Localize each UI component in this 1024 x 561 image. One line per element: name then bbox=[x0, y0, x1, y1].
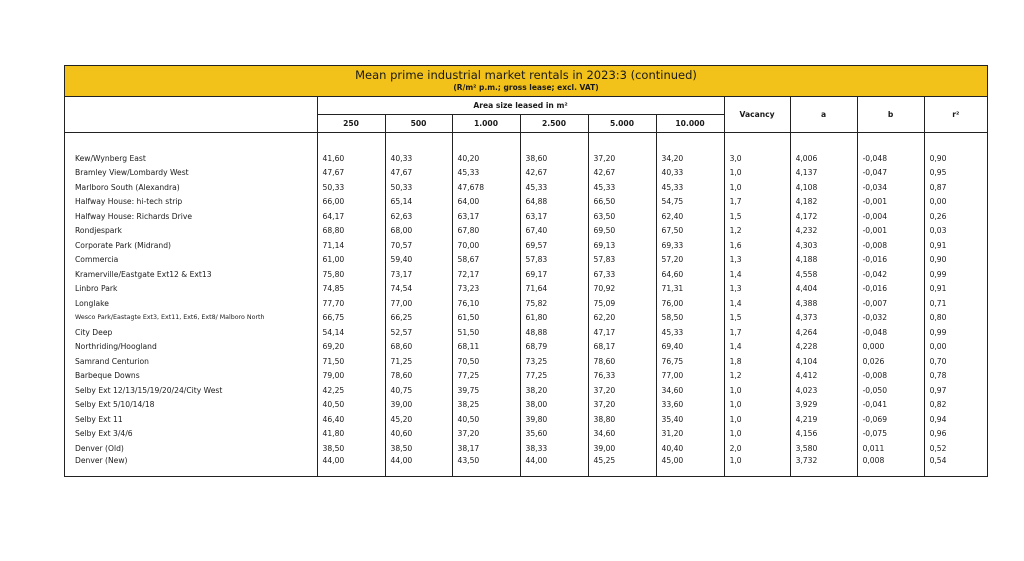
table-cell: -0,001 bbox=[857, 224, 924, 239]
table-row bbox=[65, 296, 987, 311]
table-cell: 58,67 bbox=[452, 253, 520, 268]
table-cell: 0,026 bbox=[857, 354, 924, 369]
table-cell: 74,54 bbox=[385, 282, 452, 297]
table-cell: 31,20 bbox=[656, 427, 724, 442]
table-cell: 77,70 bbox=[317, 296, 385, 311]
table-row bbox=[65, 238, 987, 253]
table-cell: 39,00 bbox=[385, 398, 452, 413]
row-label: Corporate Park (Midrand) bbox=[75, 240, 172, 250]
table-cell: 4,412 bbox=[790, 369, 857, 384]
table-cell: 40,50 bbox=[317, 398, 385, 413]
table-row bbox=[65, 441, 987, 456]
table-row bbox=[65, 398, 987, 413]
table-cell: 37,20 bbox=[588, 151, 656, 166]
table-cell: -0,004 bbox=[857, 209, 924, 224]
table-cell: 0,87 bbox=[924, 180, 987, 195]
table-row bbox=[65, 282, 987, 297]
table-row bbox=[65, 311, 987, 326]
table-cell: 4,188 bbox=[790, 253, 857, 268]
table-cell: 38,50 bbox=[385, 441, 452, 456]
table-cell: 63,50 bbox=[588, 209, 656, 224]
table-cell: 0,91 bbox=[924, 238, 987, 253]
table-cell: 0,26 bbox=[924, 209, 987, 224]
table-row bbox=[65, 151, 987, 166]
table-title: Mean prime industrial market rentals in 2023:3 (continued) bbox=[355, 68, 697, 82]
table-cell: 41,60 bbox=[317, 151, 385, 166]
table-cell: 66,00 bbox=[317, 195, 385, 210]
table-cell: 73,23 bbox=[452, 282, 520, 297]
table-cell: 37,20 bbox=[452, 427, 520, 442]
table-cell: 1,4 bbox=[724, 267, 790, 282]
table-cell: 40,60 bbox=[385, 427, 452, 442]
table-cell: 47,17 bbox=[588, 325, 656, 340]
table-cell: 69,57 bbox=[520, 238, 588, 253]
table-cell: 3,580 bbox=[790, 441, 857, 456]
col-header-vacancy: Vacancy bbox=[724, 97, 790, 133]
table-cell: 47,67 bbox=[385, 166, 452, 181]
table-cell: 51,50 bbox=[452, 325, 520, 340]
table-cell: 1,2 bbox=[724, 369, 790, 384]
table-cell: 76,10 bbox=[452, 296, 520, 311]
table-cell: 48,88 bbox=[520, 325, 588, 340]
row-label: Selby Ext 11 bbox=[75, 414, 123, 424]
table-cell: 0,99 bbox=[924, 325, 987, 340]
table-cell: 52,57 bbox=[385, 325, 452, 340]
col-header-5000: 5.000 bbox=[588, 115, 656, 133]
table-cell: 0,00 bbox=[924, 195, 987, 210]
table-row bbox=[65, 195, 987, 210]
table-row bbox=[65, 253, 987, 268]
table-cell: 37,20 bbox=[588, 398, 656, 413]
table-cell: 68,60 bbox=[385, 340, 452, 355]
table-row bbox=[65, 412, 987, 427]
table-cell: 40,33 bbox=[385, 151, 452, 166]
row-label: City Deep bbox=[75, 327, 113, 337]
table-cell: 0,91 bbox=[924, 282, 987, 297]
row-label: Selby Ext 5/10/14/18 bbox=[75, 400, 155, 410]
table-cell: 78,60 bbox=[385, 369, 452, 384]
table-cell: 71,50 bbox=[317, 354, 385, 369]
table-cell: -0,007 bbox=[857, 296, 924, 311]
table-cell: 4,303 bbox=[790, 238, 857, 253]
table-cell: 75,80 bbox=[317, 267, 385, 282]
table-cell: 64,88 bbox=[520, 195, 588, 210]
table-cell: 69,13 bbox=[588, 238, 656, 253]
table-cell: 57,20 bbox=[656, 253, 724, 268]
col-header-r2: r² bbox=[924, 97, 987, 133]
table-cell: 70,92 bbox=[588, 282, 656, 297]
table-cell: 39,75 bbox=[452, 383, 520, 398]
table-cell: 0,54 bbox=[924, 456, 987, 476]
row-label: Selby Ext 3/4/6 bbox=[75, 429, 133, 439]
row-label: Denver (New) bbox=[75, 455, 128, 465]
table-cell: 78,60 bbox=[588, 354, 656, 369]
table-row bbox=[65, 340, 987, 355]
table-cell: 75,82 bbox=[520, 296, 588, 311]
table-row bbox=[65, 369, 987, 384]
table-cell: 54,75 bbox=[656, 195, 724, 210]
table-cell: 38,00 bbox=[520, 398, 588, 413]
table-cell: 40,33 bbox=[656, 166, 724, 181]
table-cell: -0,047 bbox=[857, 166, 924, 181]
header-blank bbox=[65, 97, 317, 115]
table-cell: 61,00 bbox=[317, 253, 385, 268]
table-cell: 62,20 bbox=[588, 311, 656, 326]
table-cell: 50,33 bbox=[317, 180, 385, 195]
table-row bbox=[65, 224, 987, 239]
table-cell: 40,20 bbox=[452, 151, 520, 166]
table-cell: 68,00 bbox=[385, 224, 452, 239]
table-cell: 0,90 bbox=[924, 151, 987, 166]
table-cell: 1,7 bbox=[724, 195, 790, 210]
table-cell: 69,50 bbox=[588, 224, 656, 239]
table-cell: 4,228 bbox=[790, 340, 857, 355]
row-label: Wesco Park/Eastagte Ext3, Ext11, Ext6, Ext8/ Malboro North bbox=[75, 314, 265, 322]
table-cell: 65,14 bbox=[385, 195, 452, 210]
col-header-2500: 2.500 bbox=[520, 115, 588, 133]
title-bar bbox=[65, 66, 987, 97]
table-cell: -0,034 bbox=[857, 180, 924, 195]
table-cell: 4,172 bbox=[790, 209, 857, 224]
table-row bbox=[65, 354, 987, 369]
table-cell: 4,219 bbox=[790, 412, 857, 427]
table-cell: 1,0 bbox=[724, 412, 790, 427]
table-row bbox=[65, 325, 987, 340]
row-label: Marlboro South (Alexandra) bbox=[75, 182, 180, 192]
table-cell: 0,70 bbox=[924, 354, 987, 369]
table-cell: 66,25 bbox=[385, 311, 452, 326]
rental-table bbox=[65, 97, 987, 476]
table-cell: 72,17 bbox=[452, 267, 520, 282]
table-cell: 68,79 bbox=[520, 340, 588, 355]
table-cell: 35,40 bbox=[656, 412, 724, 427]
table-cell: 63,17 bbox=[520, 209, 588, 224]
table-cell: 38,50 bbox=[317, 441, 385, 456]
table-cell: 0,96 bbox=[924, 427, 987, 442]
table-cell: 67,33 bbox=[588, 267, 656, 282]
table-cell: 4,108 bbox=[790, 180, 857, 195]
table-cell: 40,50 bbox=[452, 412, 520, 427]
table-cell: 3,0 bbox=[724, 151, 790, 166]
table-cell: -0,041 bbox=[857, 398, 924, 413]
table-cell: 33,60 bbox=[656, 398, 724, 413]
table-cell: 0,00 bbox=[924, 340, 987, 355]
row-label: Commercia bbox=[75, 255, 119, 265]
table-cell: 70,57 bbox=[385, 238, 452, 253]
table-cell: -0,048 bbox=[857, 325, 924, 340]
table-cell: -0,016 bbox=[857, 253, 924, 268]
row-label: Kew/Wynberg East bbox=[75, 153, 146, 163]
table-cell: 69,40 bbox=[656, 340, 724, 355]
table-cell: 62,63 bbox=[385, 209, 452, 224]
table-cell: 3,929 bbox=[790, 398, 857, 413]
table-cell: 4,264 bbox=[790, 325, 857, 340]
row-label: Longlake bbox=[75, 298, 109, 308]
table-cell: 45,33 bbox=[656, 180, 724, 195]
table-cell: 1,2 bbox=[724, 224, 790, 239]
table-cell: 70,00 bbox=[452, 238, 520, 253]
header-blank bbox=[65, 115, 317, 133]
table-cell: 46,40 bbox=[317, 412, 385, 427]
table-cell: 1,4 bbox=[724, 296, 790, 311]
table-cell: 77,25 bbox=[520, 369, 588, 384]
table-cell: 4,137 bbox=[790, 166, 857, 181]
table-cell: 45,33 bbox=[588, 180, 656, 195]
table-cell: 38,17 bbox=[452, 441, 520, 456]
table-cell: 73,17 bbox=[385, 267, 452, 282]
table-cell: 0,78 bbox=[924, 369, 987, 384]
table-cell: 38,33 bbox=[520, 441, 588, 456]
table-cell: 38,20 bbox=[520, 383, 588, 398]
table-cell: 1,0 bbox=[724, 456, 790, 476]
table-cell: 73,25 bbox=[520, 354, 588, 369]
table-cell: 71,14 bbox=[317, 238, 385, 253]
table-cell: 1,8 bbox=[724, 354, 790, 369]
table-row bbox=[65, 383, 987, 398]
table-cell: 41,80 bbox=[317, 427, 385, 442]
table-cell: 34,20 bbox=[656, 151, 724, 166]
table-cell: 64,60 bbox=[656, 267, 724, 282]
table-cell: 0,90 bbox=[924, 253, 987, 268]
table-cell: -0,050 bbox=[857, 383, 924, 398]
table-cell: 67,80 bbox=[452, 224, 520, 239]
table-cell: 1,3 bbox=[724, 282, 790, 297]
table-cell: 1,5 bbox=[724, 209, 790, 224]
table-cell: 77,00 bbox=[656, 369, 724, 384]
table-cell: 64,00 bbox=[452, 195, 520, 210]
table-cell: 69,17 bbox=[520, 267, 588, 282]
table-cell: 4,388 bbox=[790, 296, 857, 311]
table-cell: 0,52 bbox=[924, 441, 987, 456]
table-cell: 0,03 bbox=[924, 224, 987, 239]
table-cell: -0,069 bbox=[857, 412, 924, 427]
table-cell: -0,042 bbox=[857, 267, 924, 282]
row-label: Halfway House: Richards Drive bbox=[75, 211, 193, 221]
row-label: Selby Ext 12/13/15/19/20/24/City West bbox=[75, 385, 223, 395]
table-cell: 45,20 bbox=[385, 412, 452, 427]
table-cell: 67,40 bbox=[520, 224, 588, 239]
table-row bbox=[65, 166, 987, 181]
table-cell: 57,83 bbox=[588, 253, 656, 268]
table-cell: 67,50 bbox=[656, 224, 724, 239]
table-cell: 0,94 bbox=[924, 412, 987, 427]
table-row bbox=[65, 267, 987, 282]
table-cell: 40,40 bbox=[656, 441, 724, 456]
table-cell: 2,0 bbox=[724, 441, 790, 456]
table-cell: 62,40 bbox=[656, 209, 724, 224]
table-cell: 1,3 bbox=[724, 253, 790, 268]
table-cell: 45,25 bbox=[588, 456, 656, 476]
table-cell: -0,001 bbox=[857, 195, 924, 210]
row-label: Kramerville/Eastgate Ext12 & Ext13 bbox=[75, 269, 212, 279]
col-header-500: 500 bbox=[385, 115, 452, 133]
rental-table-container bbox=[64, 65, 988, 477]
table-cell: 44,00 bbox=[385, 456, 452, 476]
table-row bbox=[65, 180, 987, 195]
table-cell: 4,156 bbox=[790, 427, 857, 442]
table-cell: 45,00 bbox=[656, 456, 724, 476]
table-cell: 1,6 bbox=[724, 238, 790, 253]
table-cell: 1,0 bbox=[724, 180, 790, 195]
table-cell: -0,075 bbox=[857, 427, 924, 442]
table-cell: 71,31 bbox=[656, 282, 724, 297]
row-label: Northriding/Hoogland bbox=[75, 342, 157, 352]
table-row bbox=[65, 427, 987, 442]
table-cell: 45,33 bbox=[656, 325, 724, 340]
table-cell: 38,25 bbox=[452, 398, 520, 413]
table-cell: 1,0 bbox=[724, 398, 790, 413]
table-cell: 45,33 bbox=[520, 180, 588, 195]
table-cell: 34,60 bbox=[588, 427, 656, 442]
table-cell: 1,5 bbox=[724, 311, 790, 326]
table-cell: 35,60 bbox=[520, 427, 588, 442]
table-cell: 4,023 bbox=[790, 383, 857, 398]
table-cell: 57,83 bbox=[520, 253, 588, 268]
table-cell: 1,4 bbox=[724, 340, 790, 355]
table-cell: 74,85 bbox=[317, 282, 385, 297]
table-cell: 0,99 bbox=[924, 267, 987, 282]
table-subtitle: (R/m² p.m.; gross lease; excl. VAT) bbox=[453, 83, 599, 92]
table-row bbox=[65, 209, 987, 224]
table-cell: 69,20 bbox=[317, 340, 385, 355]
table-cell: 42,67 bbox=[520, 166, 588, 181]
table-cell: 76,33 bbox=[588, 369, 656, 384]
table-cell: 42,25 bbox=[317, 383, 385, 398]
table-cell: 43,50 bbox=[452, 456, 520, 476]
table-cell: 4,232 bbox=[790, 224, 857, 239]
table-cell: -0,048 bbox=[857, 151, 924, 166]
table-cell: 1,0 bbox=[724, 166, 790, 181]
table-cell: 71,25 bbox=[385, 354, 452, 369]
table-cell: -0,016 bbox=[857, 282, 924, 297]
table-cell: 70,50 bbox=[452, 354, 520, 369]
table-cell: 45,33 bbox=[452, 166, 520, 181]
table-cell: 0,008 bbox=[857, 456, 924, 476]
table-cell: 44,00 bbox=[520, 456, 588, 476]
table-cell: 58,50 bbox=[656, 311, 724, 326]
table-cell: 0,71 bbox=[924, 296, 987, 311]
table-cell: 38,60 bbox=[520, 151, 588, 166]
table-cell: 38,80 bbox=[588, 412, 656, 427]
table-cell: 77,00 bbox=[385, 296, 452, 311]
table-cell: 71,64 bbox=[520, 282, 588, 297]
table-cell: 0,82 bbox=[924, 398, 987, 413]
table-cell: 39,00 bbox=[588, 441, 656, 456]
table-cell: 68,11 bbox=[452, 340, 520, 355]
table-cell: 61,50 bbox=[452, 311, 520, 326]
table-cell: 0,011 bbox=[857, 441, 924, 456]
table-cell: 1,7 bbox=[724, 325, 790, 340]
row-label: Linbro Park bbox=[75, 284, 118, 294]
row-label: Barbeque Downs bbox=[75, 371, 140, 381]
table-cell: 63,17 bbox=[452, 209, 520, 224]
table-cell: 66,75 bbox=[317, 311, 385, 326]
table-cell: 3,732 bbox=[790, 456, 857, 476]
table-cell: 37,20 bbox=[588, 383, 656, 398]
table-cell: 39,80 bbox=[520, 412, 588, 427]
table-cell: -0,032 bbox=[857, 311, 924, 326]
table-cell: 61,80 bbox=[520, 311, 588, 326]
table-cell: 4,404 bbox=[790, 282, 857, 297]
col-header-b: b bbox=[857, 97, 924, 133]
col-header-1000: 1.000 bbox=[452, 115, 520, 133]
table-cell: 75,09 bbox=[588, 296, 656, 311]
table-cell: 4,558 bbox=[790, 267, 857, 282]
table-cell: 42,67 bbox=[588, 166, 656, 181]
table-cell: 47,678 bbox=[452, 180, 520, 195]
col-header-250: 250 bbox=[317, 115, 385, 133]
row-label: Samrand Centurion bbox=[75, 356, 149, 366]
table-cell: 34,60 bbox=[656, 383, 724, 398]
table-cell: 0,80 bbox=[924, 311, 987, 326]
table-cell: 0,97 bbox=[924, 383, 987, 398]
row-label: Denver (Old) bbox=[75, 443, 124, 453]
table-cell: -0,008 bbox=[857, 369, 924, 384]
table-cell: 0,95 bbox=[924, 166, 987, 181]
table-row bbox=[65, 456, 987, 476]
table-cell: 0,000 bbox=[857, 340, 924, 355]
row-label: Bramley View/Lombardy West bbox=[75, 168, 189, 178]
table-cell: 4,182 bbox=[790, 195, 857, 210]
table-body bbox=[65, 133, 987, 476]
table-cell: 76,00 bbox=[656, 296, 724, 311]
table-cell: 59,40 bbox=[385, 253, 452, 268]
table-cell: 1,0 bbox=[724, 427, 790, 442]
table-cell: 44,00 bbox=[317, 456, 385, 476]
table-cell: 4,373 bbox=[790, 311, 857, 326]
table-cell: 76,75 bbox=[656, 354, 724, 369]
row-label: Halfway House: hi-tech strip bbox=[75, 197, 183, 207]
col-header-a: a bbox=[790, 97, 857, 133]
table-cell: 69,33 bbox=[656, 238, 724, 253]
row-label: Rondjespark bbox=[75, 226, 122, 236]
table-cell: 64,17 bbox=[317, 209, 385, 224]
table-cell: -0,008 bbox=[857, 238, 924, 253]
col-header-10000: 10.000 bbox=[656, 115, 724, 133]
table-cell: 68,17 bbox=[588, 340, 656, 355]
table-cell: 40,75 bbox=[385, 383, 452, 398]
table-cell: 77,25 bbox=[452, 369, 520, 384]
table-cell: 68,80 bbox=[317, 224, 385, 239]
table-cell: 4,104 bbox=[790, 354, 857, 369]
table-cell: 54,14 bbox=[317, 325, 385, 340]
table-cell: 1,0 bbox=[724, 383, 790, 398]
area-size-header: Area size leased in m² bbox=[317, 97, 724, 115]
table-cell: 50,33 bbox=[385, 180, 452, 195]
table-cell: 79,00 bbox=[317, 369, 385, 384]
table-cell: 4,006 bbox=[790, 151, 857, 166]
table-cell: 47,67 bbox=[317, 166, 385, 181]
table-cell: 66,50 bbox=[588, 195, 656, 210]
